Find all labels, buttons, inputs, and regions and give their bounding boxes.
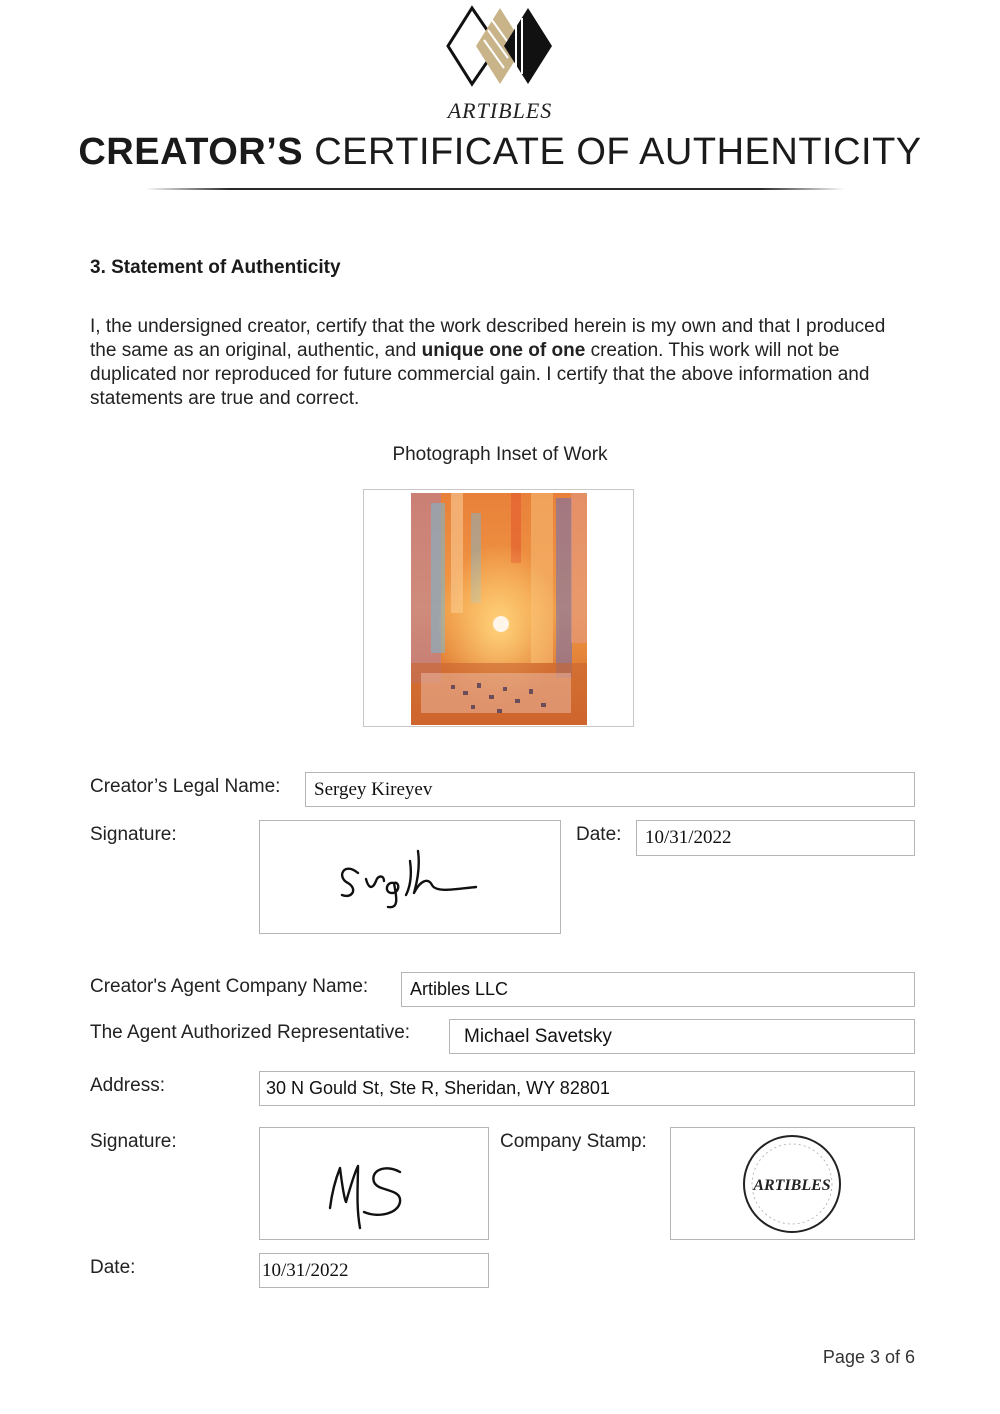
- address-field[interactable]: 30 N Gould St, Ste R, Sheridan, WY 82801: [259, 1071, 915, 1106]
- creator-date-field[interactable]: 10/31/2022: [636, 820, 915, 856]
- title-rest: CERTIFICATE OF AUTHENTICITY: [314, 131, 922, 173]
- certificate-title: [0, 128, 1000, 176]
- paragraph-end: creation. This work will not be duplicated nor reproduced for future commercial gain. I certify that the above information and statements are true and correct.: [90, 340, 870, 409]
- agent-date-label: Date:: [90, 1257, 136, 1278]
- creator-signature-label: Signature:: [90, 824, 177, 845]
- company-stamp-box: [670, 1127, 915, 1240]
- stamp-text: ARTIBLES: [753, 1177, 831, 1194]
- title-bold: CREATOR’S: [78, 131, 304, 173]
- title-divider: [145, 188, 845, 190]
- page-number: Page 3 of 6: [822, 1347, 915, 1367]
- legal-name-field[interactable]: Sergey Kireyev: [305, 772, 915, 807]
- statement-paragraph: [90, 315, 910, 411]
- artwork-image: [411, 493, 587, 725]
- agent-company-label: Creator's Agent Company Name:: [90, 976, 369, 997]
- paragraph-start: I, the undersigned creator, certify that the work described herein is my own and that I produced the same as an original, authentic, and: [90, 316, 886, 361]
- artibles-logo: [440, 2, 560, 124]
- creator-signature-box[interactable]: [259, 820, 561, 934]
- agent-signature-label: Signature:: [90, 1131, 177, 1152]
- agent-signature-box[interactable]: [259, 1127, 489, 1240]
- agent-rep-label: The Agent Authorized Representative:: [90, 1022, 411, 1043]
- paragraph-bold: unique one of one: [421, 340, 586, 361]
- agent-signature-image: [260, 1128, 488, 1239]
- photo-caption: Photograph Inset of Work: [392, 444, 608, 465]
- stamp-label: Company Stamp:: [500, 1131, 647, 1152]
- photo-frame: [363, 489, 634, 727]
- creator-signature-image: [260, 821, 560, 933]
- company-stamp-image: [671, 1128, 914, 1239]
- address-label: Address:: [90, 1075, 165, 1096]
- agent-rep-field[interactable]: Michael Savetsky: [449, 1019, 915, 1054]
- section-heading: 3. Statement of Authenticity: [90, 257, 341, 278]
- creator-date-label: Date:: [576, 824, 622, 845]
- agent-date-field[interactable]: 10/31/2022: [259, 1253, 489, 1288]
- agent-company-field[interactable]: Artibles LLC: [401, 972, 915, 1007]
- legal-name-label: Creator’s Legal Name:: [90, 776, 281, 797]
- logo-wordmark: ARTIBLES: [447, 98, 553, 123]
